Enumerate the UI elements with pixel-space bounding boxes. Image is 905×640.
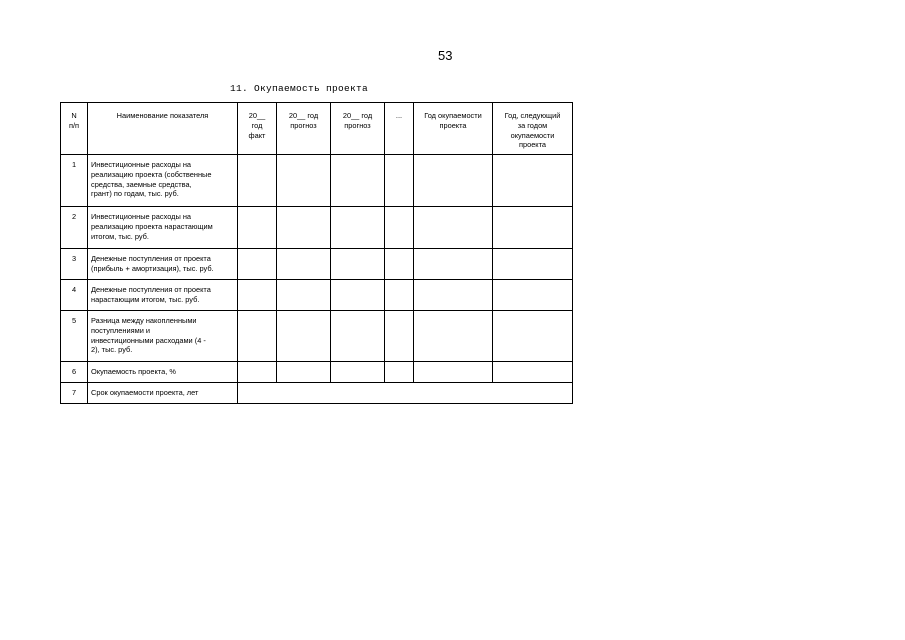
row-number: 2 (61, 207, 88, 249)
payback-table (60, 102, 573, 404)
value-cell (331, 362, 385, 383)
value-cell (238, 155, 277, 207)
header-year-forecast-2: 20__ год прогноз (331, 103, 385, 155)
value-cell (385, 155, 414, 207)
value-cell (414, 280, 493, 311)
value-cell (277, 207, 331, 249)
row-number: 3 (61, 249, 88, 280)
table-row (61, 155, 573, 207)
value-cell (385, 207, 414, 249)
value-cell (385, 280, 414, 311)
value-cell (414, 155, 493, 207)
row-number: 4 (61, 280, 88, 311)
row-number: 6 (61, 362, 88, 383)
value-cell (331, 280, 385, 311)
row-indicator-name: Срок окупаемости проекта, лет (88, 383, 238, 404)
value-cell (238, 362, 277, 383)
value-cell (277, 155, 331, 207)
value-cell (493, 249, 573, 280)
value-cell (493, 155, 573, 207)
table-row (61, 249, 573, 280)
value-cell (238, 207, 277, 249)
value-cell (277, 311, 331, 362)
header-year-forecast-1: 20__ год прогноз (277, 103, 331, 155)
table-row (61, 311, 573, 362)
page-number: 53 (438, 48, 453, 63)
value-cell (238, 249, 277, 280)
value-cell (493, 207, 573, 249)
value-cell (277, 280, 331, 311)
value-cell (493, 311, 573, 362)
row-indicator-name: Денежные поступления от проекта нарастающим итогом, тыс. руб. (88, 280, 238, 311)
value-cell (493, 280, 573, 311)
header-ellipsis: ... (385, 103, 414, 155)
row-indicator-name: Окупаемость проекта, % (88, 362, 238, 383)
row-indicator-name: Денежные поступления от проекта (прибыль + амортизация), тыс. руб. (88, 249, 238, 280)
value-cell (493, 362, 573, 383)
table-row (61, 280, 573, 311)
value-cell (331, 311, 385, 362)
table-row (61, 383, 573, 404)
value-cell (414, 207, 493, 249)
value-cell (414, 311, 493, 362)
value-cell (385, 362, 414, 383)
row-indicator-name: Разница между накопленными поступлениями и инвестиционными расходами (4 - 2), тыс. руб. (88, 311, 238, 362)
header-number: N п/п (61, 103, 88, 155)
value-cell (331, 207, 385, 249)
row-number: 7 (61, 383, 88, 404)
value-cell (414, 249, 493, 280)
header-indicator-name: Наименование показателя (88, 103, 238, 155)
value-cell (277, 249, 331, 280)
header-year-fact: 20__ год факт (238, 103, 277, 155)
value-cell (414, 362, 493, 383)
value-cell (238, 311, 277, 362)
table-row (61, 207, 573, 249)
row-indicator-name: Инвестиционные расходы на реализацию проекта нарастающим итогом, тыс. руб. (88, 207, 238, 249)
section-title: 11. Окупаемость проекта (230, 83, 369, 94)
value-cell (331, 249, 385, 280)
table-header-row (61, 103, 573, 155)
value-cell (277, 362, 331, 383)
value-cell (385, 311, 414, 362)
header-payback-year: Год окупаемости проекта (414, 103, 493, 155)
table-row (61, 362, 573, 383)
row-number: 1 (61, 155, 88, 207)
merged-value-cell (238, 383, 573, 404)
value-cell (331, 155, 385, 207)
value-cell (385, 249, 414, 280)
row-number: 5 (61, 311, 88, 362)
row-indicator-name: Инвестиционные расходы на реализацию проекта (собственные средства, заемные средства, грант) по годам, тыс. руб. (88, 155, 238, 207)
header-year-after-payback: Год, следующий за годом окупаемости проекта (493, 103, 573, 155)
value-cell (238, 280, 277, 311)
